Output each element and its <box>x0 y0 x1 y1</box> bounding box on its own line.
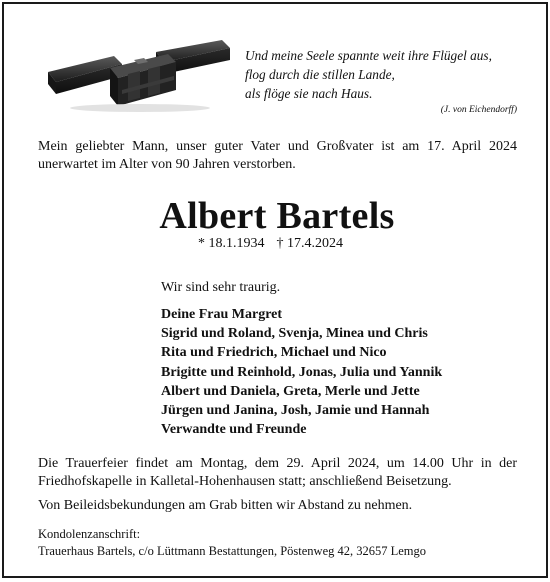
family-member: Verwandte und Freunde <box>161 422 307 438</box>
funeral-info <box>38 455 517 515</box>
death-date: † 17.4.2024 <box>276 236 343 251</box>
family-member: Jürgen und Janina, Josh, Jamie und Hannah <box>161 403 430 419</box>
funeral-line: Die Trauerfeier findet am Montag, dem 29. April 2024, um 14.00 Uhr in der <box>38 456 517 471</box>
address-value: Trauerhaus Bartels, c/o Lüttmann Bestattungen, Pöstenweg 42, 32657 Lemgo <box>38 544 427 558</box>
announcement-line: Mein geliebter Mann, unser guter Vater und Großvater ist am 17. April 2024 <box>38 139 517 154</box>
poem-author: (J. von Eichendorff) <box>440 105 517 115</box>
family-member: Sigrid und Roland, Svenja, Minea und Chris <box>161 326 428 342</box>
announcement-line: unerwartet im Alter von 90 Jahren verstorben. <box>38 157 296 172</box>
poem-quote <box>245 46 517 116</box>
deceased-name: Albert Bartels <box>159 195 395 237</box>
family-member: Rita und Friedrich, Michael und Nico <box>161 345 387 361</box>
funeral-line: Friedhofskapelle in Kalletal-Hohenhausen statt; anschließend Beisetzung. <box>38 474 452 489</box>
poem-line: flog durch die stillen Lande, <box>245 67 395 82</box>
hinge-illustration-icon <box>44 38 234 114</box>
family-member: Deine Frau Margret <box>161 307 283 322</box>
poem-line: als flöge sie nach Haus. <box>245 86 373 101</box>
family-member: Albert und Daniela, Greta, Merle und Jette <box>161 383 420 399</box>
condolence-note: Von Beileidsbekundungen am Grab bitten wir Abstand zu nehmen. <box>38 498 413 513</box>
address-label: Kondolenzanschrift: <box>38 527 141 541</box>
family-member: Brigitte und Reinhold, Jonas, Julia und Yannik <box>161 364 443 380</box>
obituary-card <box>2 2 548 578</box>
announcement-text <box>38 138 517 174</box>
poem-line: Und meine Seele spannte weit ihre Flügel aus, <box>245 48 492 63</box>
family-list <box>161 305 442 439</box>
birth-date: * 18.1.1934 <box>198 236 265 251</box>
life-dates <box>198 235 343 253</box>
condolence-address <box>38 526 426 560</box>
mourning-sentence: Wir sind sehr traurig. <box>161 280 281 295</box>
